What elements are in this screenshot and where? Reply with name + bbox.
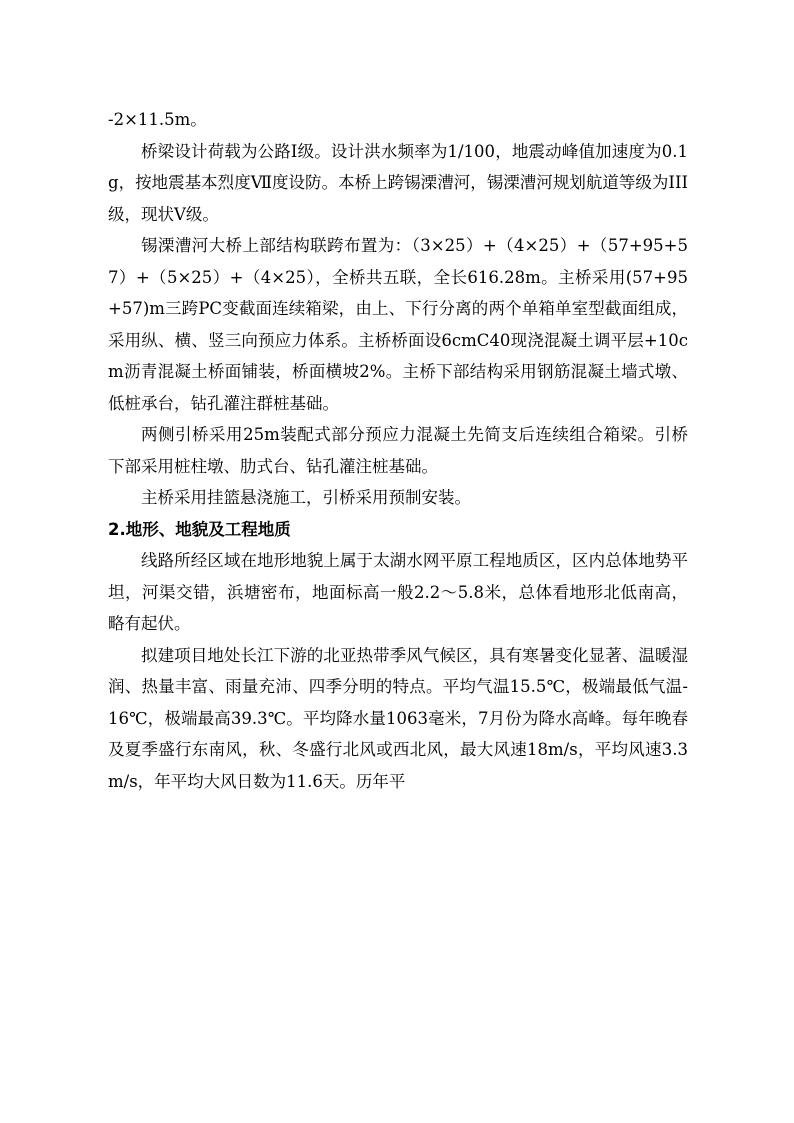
section-heading-terrain: 2.地形、地貌及工程地质	[108, 519, 291, 539]
paragraph-construction-method: 主桥采用挂篮悬浇施工，引桥采用预制安装。	[141, 488, 471, 507]
document-body	[108, 104, 688, 797]
continuation-line: -2×11.5m。	[108, 110, 207, 129]
paragraph-design-load: 桥梁设计荷载为公路Ⅰ级。设计洪水频率为1/100，地震动峰值加速度为0.1g，按地震基本烈度Ⅶ度设防。本桥上跨锡溧漕河，锡溧漕河规划航道等级为III级，现状Ⅴ级。	[108, 141, 688, 224]
paragraph-superstructure: 锡溧漕河大桥上部结构联跨布置为：（3×25）+（4×25）+（57+95+57）+（5×25）+（4×25），全桥共五联，全长616.28m。主桥采用(57+95+57)m三跨PC变截面连续箱梁，由上、下行分离的两个单箱单室型截面组成，采用纵、横、竖三向预应力体系。主桥桥面设6cmC40现浇混凝土调平层+10cm沥青混凝土桥面铺装，桥面横坡2%。主桥下部结构采用钢筋混凝土墙式墩、低桩承台，钻孔灌注群桩基础。	[108, 236, 688, 413]
paragraph-approach-bridge: 两侧引桥采用25m装配式部分预应力混凝土先简支后连续组合箱梁。引桥下部采用桩柱墩、肋式台、钻孔灌注桩基础。	[108, 425, 688, 476]
paragraph-climate: 拟建项目地处长江下游的北亚热带季风气候区，具有寒暑变化显著、温暖湿润、热量丰富、雨量充沛、四季分明的特点。平均气温15.5℃，极端最低气温-16℃，极端最高39.3℃。平均降水量1063毫米，7月份为降水高峰。每年晚春及夏季盛行东南风，秋、冬盛行北风或西北风，最大风速18m/s，平均风速3.3m/s，年平均大风日数为11.6天。历年平	[108, 645, 688, 791]
paragraph-terrain: 线路所经区域在地形地貌上属于太湖水网平原工程地质区，区内总体地势平坦，河渠交错，浜塘密布，地面标高一般2.2～5.8米，总体看地形北低南高，略有起伏。	[108, 551, 688, 633]
